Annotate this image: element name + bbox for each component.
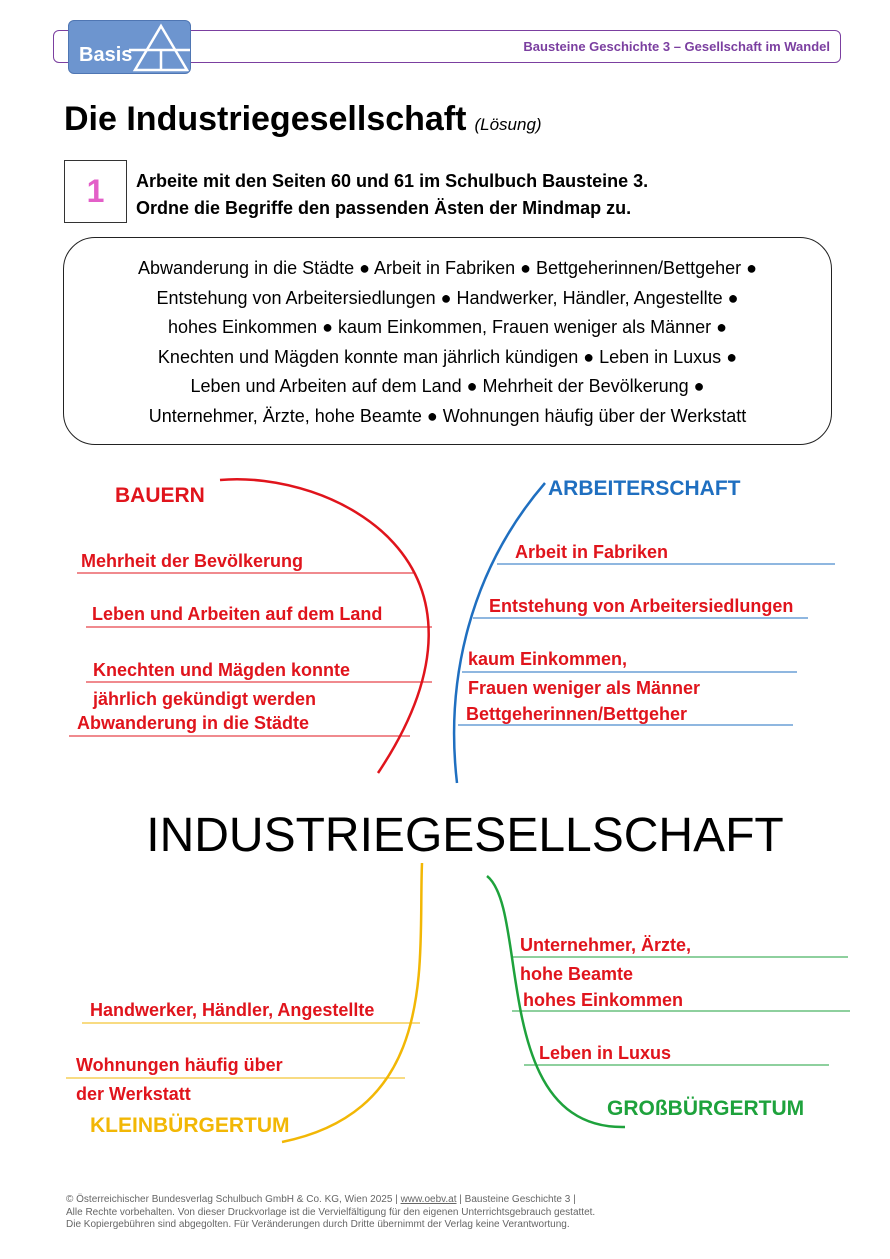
arbeiterschaft-branch-curve [454,483,545,783]
branch-title-grossbuergertum: GROßBÜRGERTUM [607,1097,805,1120]
task-number: 1 [64,160,127,223]
arbeiterschaft-answer: kaum Einkommen, [468,649,628,669]
bauern-answer: Abwanderung in die Städte [77,713,310,733]
grossbuergertum-answer: Leben in Luxus [539,1043,672,1063]
word-bank-line: hohes Einkommen ● kaum Einkommen, Frauen weniger als Männer ● [168,317,727,337]
grossbuergertum-answer: hohes Einkommen [523,990,684,1010]
bauern-answer: Mehrheit der Bevölkerung [81,551,304,571]
task-line-1: Arbeite mit den Seiten 60 und 61 im Schulbuch Bausteine 3. [136,171,649,191]
bauern-answer: Knechten und Mägden konnte [93,660,351,680]
word-bank-line: Entstehung von Arbeitersiedlungen ● Handwerker, Händler, Angestellte ● [156,287,739,308]
word-bank-line: Abwanderung in die Städte ● Arbeit in Fabriken ● Bettgeherinnen/Bettgeher ● [137,258,757,278]
word-bank-line: Leben und Arbeiten auf dem Land ● Mehrheit der Bevölkerung ● [190,376,705,396]
kleinbuergertum-answer: Handwerker, Händler, Angestellte [90,1000,375,1020]
grossbuergertum-answer: Unternehmer, Ärzte, [520,935,692,955]
branch-title-arbeiterschaft: ARBEITERSCHAFT [548,477,741,500]
branch-title-bauern: BAUERN [115,484,205,507]
footer-line-1-prefix: © Österreichischer Bundesverlag Schulbuch GmbH & Co. KG, Wien 2025 | [66,1194,401,1205]
task-line-2: Ordne die Begriffe den passenden Ästen der Mindmap zu. [136,198,632,218]
page-title-note: (Lösung) [474,115,542,134]
branch-title-kleinbuergertum: KLEINBÜRGERTUM [90,1114,290,1137]
publisher-link[interactable]: www.oebv.at [400,1194,457,1205]
arbeiterschaft-answer: Entstehung von Arbeitersiedlungen [489,596,794,616]
series-title: Bausteine Geschichte 3 – Gesellschaft im Wandel [523,39,830,54]
kleinbuergertum-answer: Wohnungen häufig über [76,1055,283,1075]
footer-line-2: Alle Rechte vorbehalten. Von dieser Druckvorlage ist die Vervielfältigung für den eigenen Unterrichtsgebrauch gestattet. [66,1206,596,1218]
bauern-answer: Leben und Arbeiten auf dem Land [92,604,383,624]
word-bank-line: Knechten und Mägden konnte man jährlich kündigen ● Leben in Luxus ● [157,346,738,367]
bauern-answer: jährlich gekündigt werden [93,689,317,709]
page-title-main: Die Industriegesellschaft [64,100,467,138]
footer-line-3: Die Kopiergebühren sind abgegolten. Für Veränderungen durch Dritte übernimmt der Verlag keine Verantwortung. [66,1219,570,1230]
word-bank-line: Unternehmer, Ärzte, hohe Beamte ● Wohnungen häufig über der Werkstatt [148,405,747,426]
logo-text: Basis [79,44,133,66]
arbeiterschaft-answer: Frauen weniger als Männer [468,678,701,698]
arbeiterschaft-answer: Bettgeherinnen/Bettgeher [466,704,688,724]
footer-copyright [66,1194,595,1232]
arbeiterschaft-answer: Arbeit in Fabriken [515,542,669,562]
grossbuergertum-answer: hohe Beamte [520,964,634,984]
footer-line-1 [66,1194,595,1207]
mindmap-center-title: INDUSTRIEGESELLSCHAFT [146,809,784,862]
kleinbuergertum-answer: der Werkstatt [76,1084,191,1104]
footer-line-1-suffix: | Bausteine Geschichte 3 | [456,1194,576,1205]
